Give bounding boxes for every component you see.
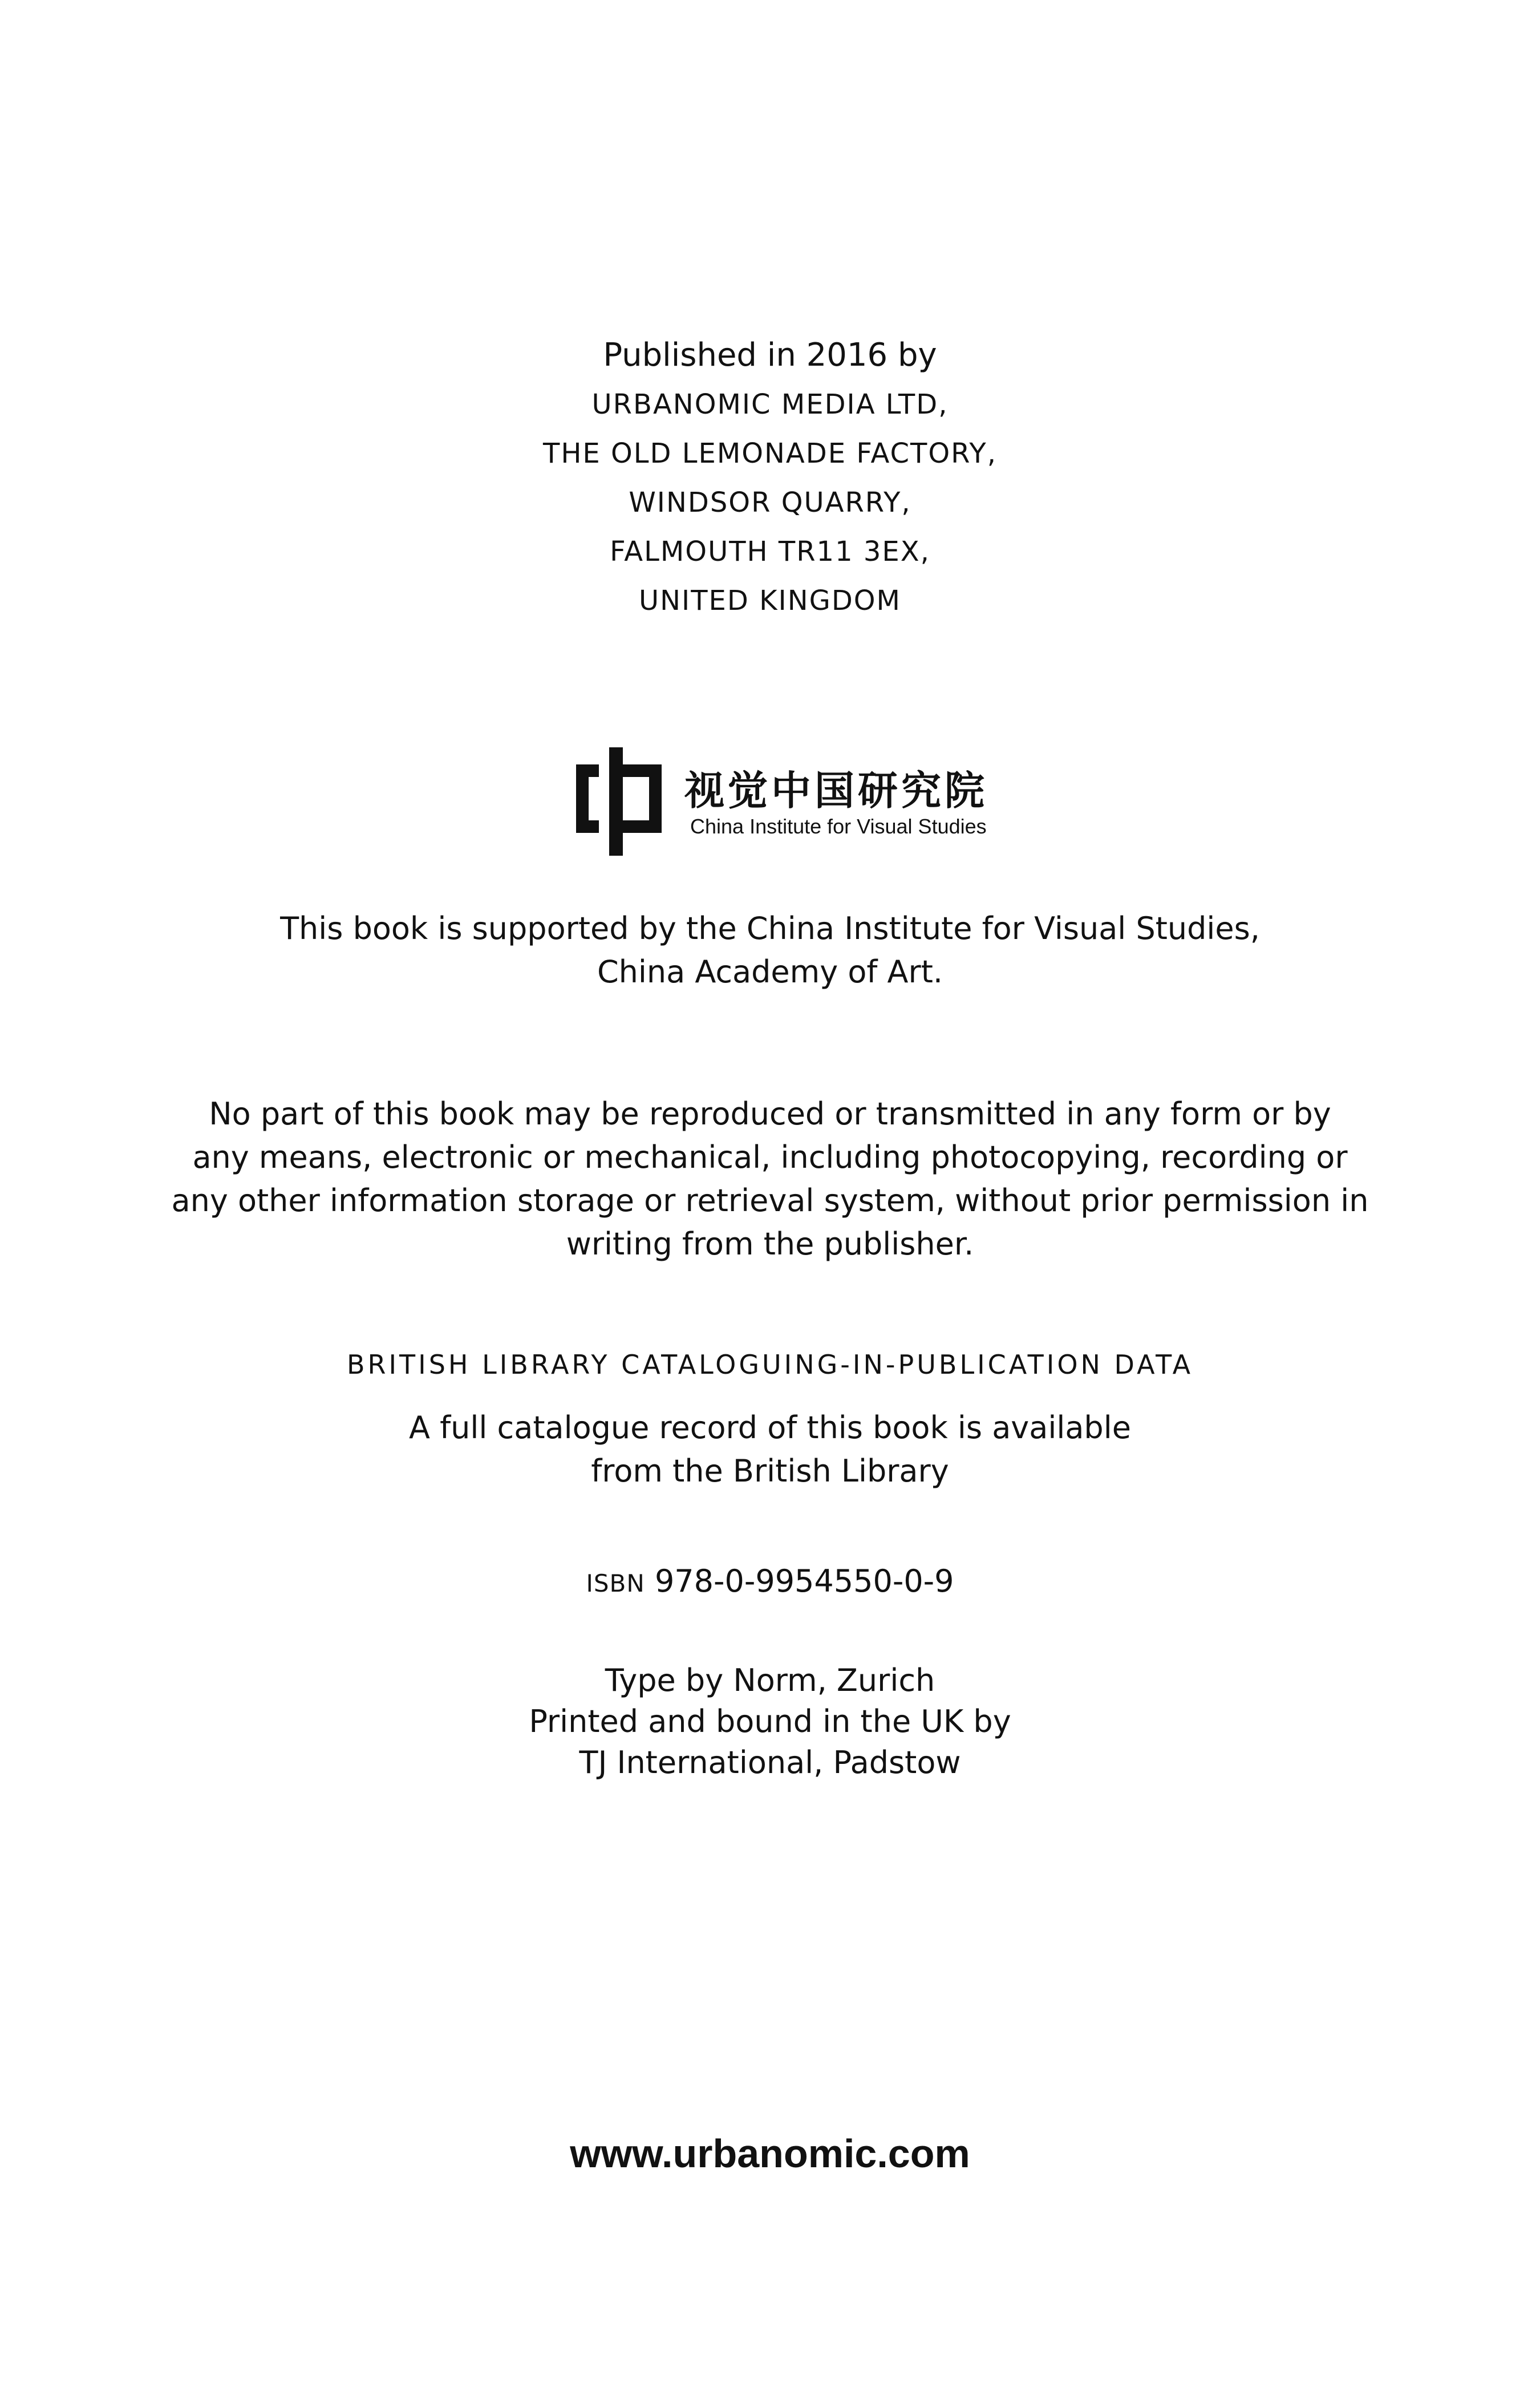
- catalogue-line: from the British Library: [591, 1453, 949, 1489]
- rights-line: No part of this book may be reproduced or transmitted in any form or by: [209, 1096, 1331, 1132]
- isbn: [0, 1563, 1540, 1599]
- logo-chinese-name: 视觉中国研究院: [684, 767, 988, 814]
- isbn-number: 978-0-9954550-0-9: [654, 1563, 954, 1599]
- rights-line: any other information storage or retrieval system, without prior permission in: [171, 1183, 1369, 1219]
- institute-logo: [576, 747, 987, 856]
- address-line: URBANOMIC MEDIA LTD,: [591, 388, 949, 420]
- support-line: China Academy of Art.: [597, 954, 943, 990]
- catalogue-statement: [0, 1406, 1540, 1493]
- address-line: FALMOUTH TR11 3EX,: [610, 536, 930, 568]
- rights-line: any means, electronic or mechanical, including photocopying, recording or: [192, 1139, 1348, 1175]
- catalogue-line: A full catalogue record of this book is available: [409, 1410, 1131, 1446]
- logo-english-name: China Institute for Visual Studies: [690, 815, 987, 838]
- address-line: THE OLD LEMONADE FACTORY,: [543, 438, 997, 470]
- address-line: UNITED KINGDOM: [639, 585, 901, 617]
- rights-statement: [0, 1092, 1540, 1266]
- isbn-label: ISBN: [586, 1569, 645, 1597]
- print-credits: [0, 1660, 1540, 1783]
- support-line: This book is supported by the China Institute for Visual Studies,: [280, 910, 1260, 946]
- cvs-logo-icon: [576, 747, 662, 856]
- support-statement: [0, 907, 1540, 994]
- credit-line: TJ International, Padstow: [579, 1745, 961, 1780]
- website-url: www.urbanomic.com: [570, 2131, 970, 2176]
- cip-heading: BRITISH LIBRARY CATALOGUING-IN-PUBLICATION DATA: [346, 1349, 1194, 1380]
- credit-line: Printed and bound in the UK by: [529, 1703, 1011, 1739]
- published-statement: Published in 2016 by: [603, 337, 937, 374]
- rights-line: writing from the publisher.: [566, 1226, 974, 1262]
- publisher-block: [0, 331, 1540, 625]
- address-line: WINDSOR QUARRY,: [629, 487, 911, 519]
- credit-line: Type by Norm, Zurich: [605, 1662, 935, 1698]
